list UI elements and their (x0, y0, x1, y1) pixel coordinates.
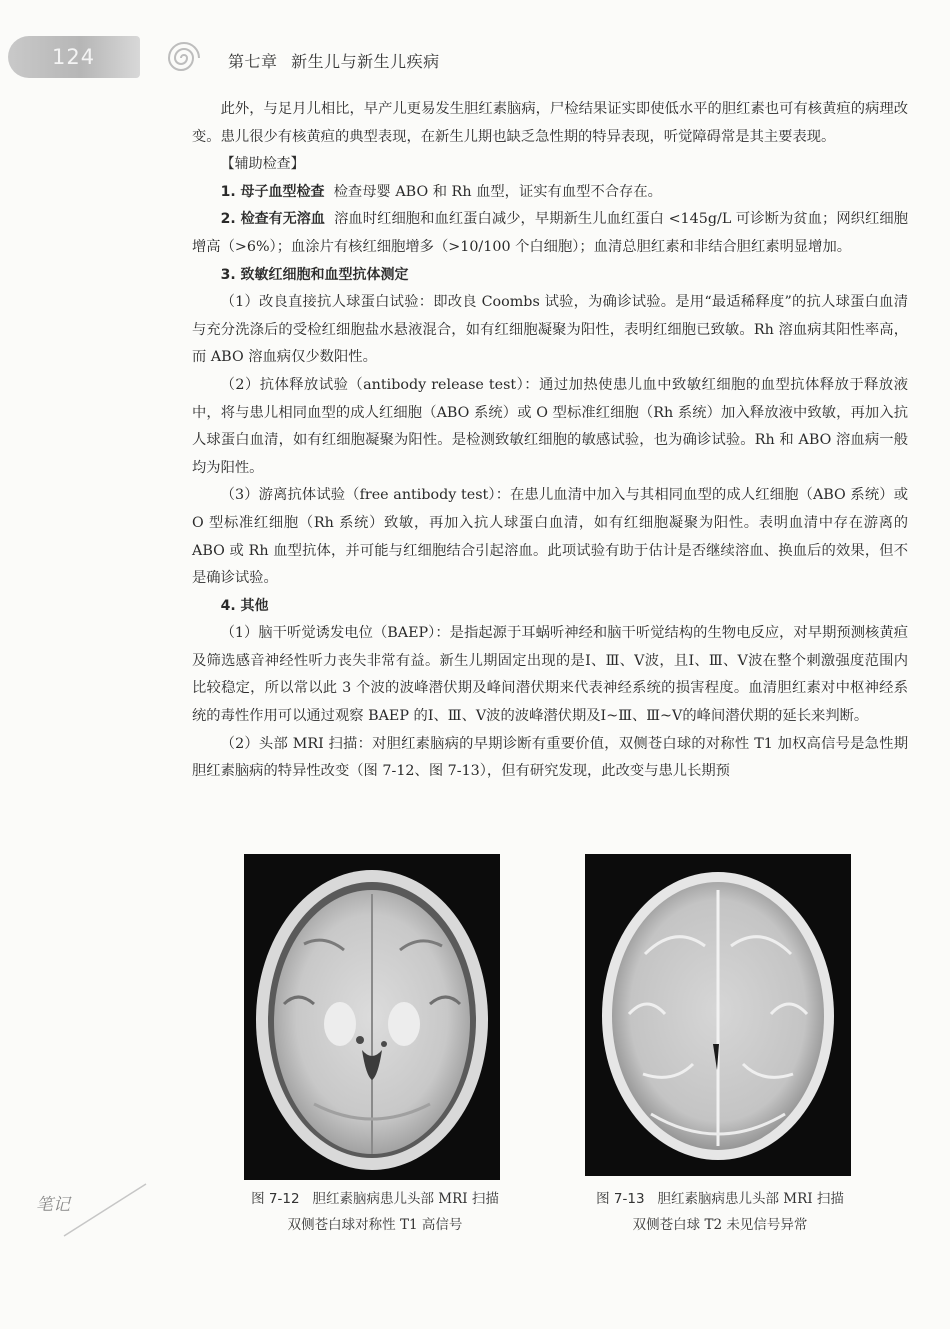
item-3-paragraph-2: （2）抗体释放试验（antibody release test）：通过加热使患儿血中致敏红细胞的血型抗体释放于释放液中，将与患儿相同血型的成人红细胞（ABO 系统）或 O 型标准红细胞（Rh 系统）加入释放液中致敏，再加入抗人球蛋白血清，如有红细胞凝聚为阳性。是检测致敏红细胞的敏感试验，也为确诊试验。Rh 和 ABO 溶血病一般均为阳性。 (192, 376, 908, 476)
page-number: 124 (52, 45, 96, 69)
figure-7-12-subtitle: 双侧苍白球对称性 T1 高信号 (287, 1217, 463, 1233)
figure-7-13-label: 图 7-13 (596, 1191, 645, 1207)
item-2-text: 溶血时红细胞和血红蛋白减少，早期新生儿血红蛋白 <145g/L 可诊断为贫血；网织红细胞增高（>6%）；血涂片有核红细胞增多（>10/100 个白细胞）；血清总胆红素和非结合胆红素明显增加。 (192, 211, 908, 255)
item-4-heading-text: 4. 其他 (220, 597, 269, 614)
margin-note: 笔记 (36, 1195, 70, 1215)
caption-7-12-line1 (220, 1186, 530, 1212)
swirl-logo-icon (160, 36, 208, 80)
figure-7-13 (585, 854, 851, 1176)
figure-7-12 (244, 854, 500, 1180)
caption-7-12 (220, 1186, 530, 1238)
body-text (192, 96, 908, 786)
item-3-heading (192, 262, 908, 290)
item-4-paragraph-2: （2）头部 MRI 扫描：对胆红素脑病的早期诊断有重要价值，双侧苍白球的对称性 T1 加权高信号是急性期胆红素脑病的特异性改变（图 7-12、图 7-13），但有研究发现，此改变与患儿长期预 (192, 735, 908, 780)
section-heading (192, 151, 908, 179)
margin-note-line-icon (60, 1180, 150, 1240)
mri-image-t1 (244, 854, 500, 1180)
page-header (0, 34, 950, 84)
item-2-heading: 2. 检查有无溶血 (220, 211, 325, 228)
item-4-heading (192, 593, 908, 621)
page-number-badge (8, 36, 140, 78)
caption-7-13-line1 (565, 1186, 875, 1212)
item-2 (192, 206, 908, 261)
caption-7-13 (565, 1186, 875, 1238)
figure-7-12-title: 胆红素脑病患儿头部 MRI 扫描 (312, 1191, 499, 1207)
figure-7-13-title: 胆红素脑病患儿头部 MRI 扫描 (657, 1191, 844, 1207)
item-1-text: 检查母婴 ABO 和 Rh 血型，证实有血型不合存在。 (333, 183, 662, 200)
figure-7-12-label: 图 7-12 (251, 1191, 300, 1207)
mri-image-t2 (585, 854, 851, 1176)
item-4-paragraph-1: （1）脑干听觉诱发电位（BAEP）：是指起源于耳蜗听神经和脑干听觉结构的生物电反应，对早期预测核黄疸及筛选感音神经性听力丧失非常有益。新生儿期固定出现的是Ⅰ、Ⅲ、Ⅴ波，且Ⅰ、Ⅲ、Ⅴ波在整个刺激强度范围内比较稳定，所以常以此 3 个波的波峰潜伏期及峰间潜伏期来代表神经系统的损害程度。血清胆红素对中枢神经系统的毒性作用可以通过观察 BAEP 的Ⅰ、Ⅲ、Ⅴ波的波峰潜伏期及Ⅰ~Ⅲ、Ⅲ~Ⅴ的峰间潜伏期的延长来判断。 (192, 625, 908, 725)
figure-7-13-subtitle: 双侧苍白球 T2 未见信号异常 (632, 1217, 808, 1233)
intro-paragraph: 此外，与足月儿相比，早产儿更易发生胆红素脑病，尸检结果证实即使低水平的胆红素也可有核黄疸的病理改变。患儿很少有核黄疸的典型表现，在新生儿期也缺乏急性期的特异表现，听觉障碍常是其主要表现。 (192, 101, 908, 145)
section-heading-text: 【辅助检查】 (220, 156, 305, 173)
chapter-title: 第七章 新生儿与新生儿疾病 (228, 52, 440, 71)
item-3-paragraph-1: （1）改良直接抗人球蛋白试验：即改良 Coombs 试验，为确诊试验。是用“最适稀释度”的抗人球蛋白血清与充分洗涤后的受检红细胞盐水悬液混合，如有红细胞凝聚为阳性，表明红细胞已致敏。Rh 溶血病其阳性率高，而 ABO 溶血病仅少数阳性。 (192, 294, 908, 366)
item-3-heading-text: 3. 致敏红细胞和血型抗体测定 (220, 266, 409, 283)
item-3-paragraph-3: （3）游离抗体试验（free antibody test）：在患儿血清中加入与其相同血型的成人红细胞（ABO 系统）或 O 型标准红细胞（Rh 系统）致敏，再加入抗人球蛋白血清，如有红细胞凝聚为阳性。表明血清中存在游离的 ABO 或 Rh 血型抗体，并可能与红细胞结合引起溶血。此项试验有助于估计是否继续溶血、换血后的效果，但不是确诊试验。 (192, 487, 908, 587)
item-1-heading: 1. 母子血型检查 (220, 183, 325, 200)
item-1 (192, 179, 908, 207)
